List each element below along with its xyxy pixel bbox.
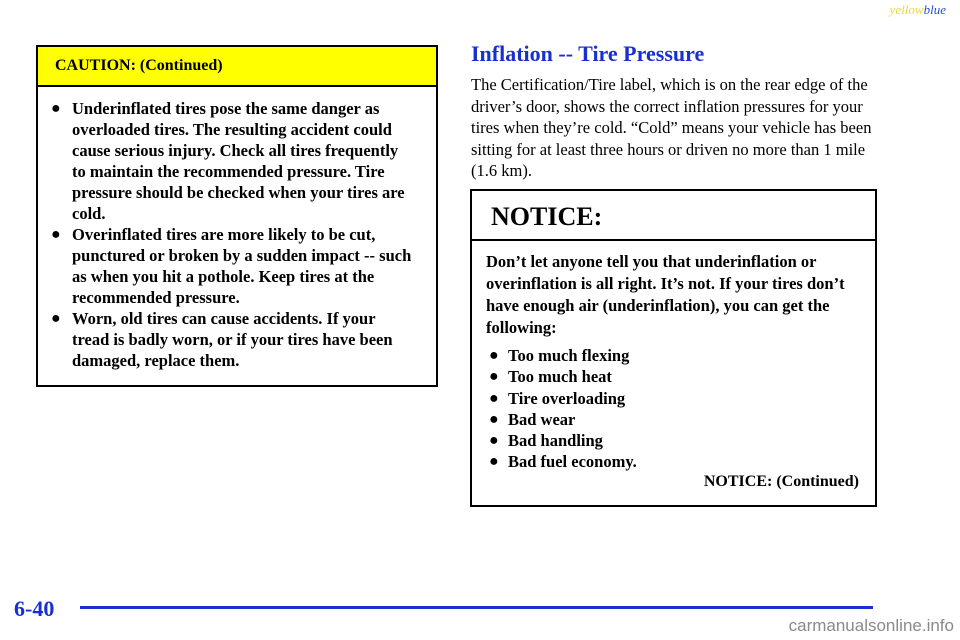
bullet-icon: ● <box>489 368 499 386</box>
bullet-icon: ● <box>489 432 499 450</box>
color-tag-blue: blue <box>923 2 946 17</box>
section-title: Inflation -- Tire Pressure <box>471 41 705 66</box>
notice-bullet-item <box>472 345 875 366</box>
notice-bullet-text: Bad wear <box>508 409 576 429</box>
notice-bullet-item <box>472 430 875 451</box>
notice-bullet-item <box>472 388 875 409</box>
bullet-icon: ● <box>489 347 499 364</box>
notice-bullet-text: Bad fuel economy. <box>508 452 637 472</box>
caution-bullet-text: Overinflated tires are more likely to be cut, punctured or broken by a sudden impact -- such as when you hit a pothole. Keep tires at the recommended pressure. <box>72 225 412 307</box>
caution-bullet-item <box>38 98 436 224</box>
bullet-icon: ● <box>489 453 499 471</box>
bullet-icon: ● <box>51 226 61 243</box>
notice-box <box>470 189 877 507</box>
footer-rule <box>80 606 873 609</box>
notice-bullet-item <box>472 409 875 430</box>
intro-paragraph: The Certification/Tire label, which is on the rear edge of the driver’s door, shows the correct inflation pressures for your tires when they’re cold. “Cold” means your vehicle has been sitting for at least three hours or driven no more than 1 mile (1.6 km). <box>471 75 872 180</box>
notice-list <box>472 345 875 473</box>
notice-bullet-text: Bad handling <box>508 431 603 451</box>
bullet-icon: ● <box>489 410 499 428</box>
color-tag-yellow: yellow <box>889 2 924 17</box>
notice-bullet-text: Too much heat <box>508 367 612 387</box>
caution-list <box>38 87 436 371</box>
page-number: 6-40 <box>14 596 55 621</box>
notice-continued: NOTICE: (Continued) <box>703 473 859 490</box>
notice-bullet-text: Tire overloading <box>508 388 626 408</box>
notice-bullet-item <box>472 366 875 387</box>
caution-bullet-item <box>38 224 436 308</box>
bullet-icon: ● <box>51 310 61 327</box>
notice-bullet-item <box>472 451 875 472</box>
caution-bullet-text: Underinflated tires pose the same danger as overloaded tires. The resulting accident could cause serious injury. Check all tires frequently to maintain the recommended pressure. Tire pressure should be checked when your tires are cold. <box>72 99 405 223</box>
notice-bullet-text: Too much flexing <box>508 346 630 365</box>
caution-bullet-text: Worn, old tires can cause accidents. If your tread is badly worn, or if your tires have been damaged, replace them. <box>72 309 393 370</box>
watermark: carmanualsonline.info <box>788 616 954 635</box>
notice-heading: NOTICE: <box>472 191 875 241</box>
bullet-icon: ● <box>51 100 61 117</box>
bullet-icon: ● <box>489 389 499 407</box>
caution-heading: CAUTION: (Continued) <box>38 47 436 87</box>
caution-box <box>36 45 438 387</box>
color-tag <box>890 2 946 18</box>
caution-bullet-item <box>38 308 436 371</box>
notice-text: Don’t let anyone tell you that underinflation or overinflation is all right. It’s not. If your tires don’t have enough air (underinflation), you can get the following: <box>486 252 845 337</box>
